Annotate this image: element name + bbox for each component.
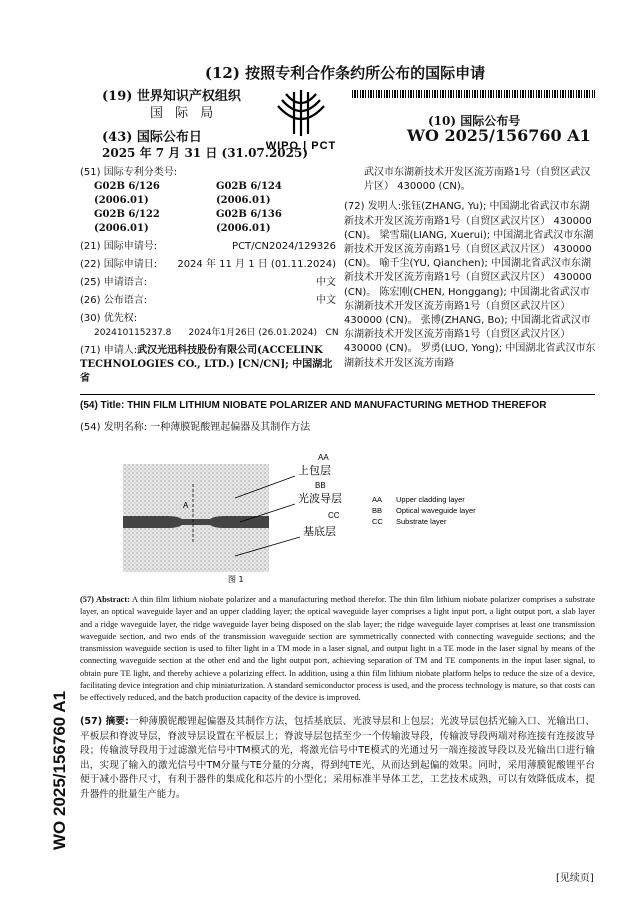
document-type-title: (12) 按照专利合作条约所公布的国际申请	[204, 64, 486, 82]
abstract-english-text: A thin film lithium niobate polarizer and a manufacturing method therefor. The thin film lithium niobate polarizer comprises a substrate layer, an optical waveguide layer and an upper cladding layer; the optical waveguide layer comprises a light input port, a light output port, a slab layer and a ridge waveguide layer, the ridge waveguide layer being disposed on the slab layer; the ridge waveguide layer comprises at least one transmission waveguide section, and two ends of the transmission waveguide section are symmetrically connected with connecting waveguide sections; and the transmission waveguide section is used to filter light in a TM mode in a laser signal, and output light in a TE mode in the laser signal by means of the connecting waveguide section at the other end and the light output port, achieving separation of TM and TE components in the input laser signal, to obtain pure TE light, and thereby achieve a polarizing effect. In addition, using a thin film lithium niobate platform helps to reduce the size of a device, facilitating device integration and chip miniaturization. A standard semiconductor process is used, and the process technology is mature, so that costs can be effectively reduced, and the batch production capacity of the device is improved.	[80, 595, 595, 703]
publication-date-value: 2025 年 7 月 31 日 (31.07.2025)	[102, 146, 309, 160]
filing-date-row	[80, 258, 336, 272]
abstract-chinese-text: 一种薄膜铌酸锂起偏器及其制作方法，包括基底层、光波导层和上包层；光波导层包括光输入口、光输出口、平板层和脊波导层，脊波导层设置在平板层上；脊波导层包括至少一个传输波导段，传输波导段两端对称连接有连接波导段；传输波导段用于过滤激光信号中TM模式的光，将激光信号中TE模式的光通过另一端连接波导段以及光输出口进行输出，实现了输入的激光信号中TM分量与TE分量的分离，得到纯TE光，从而达到起偏的效果。同时，采用薄膜铌酸锂平台便于减小器件尺寸，有利于器件的集成化和芯片的小型化；采用标准半导体工艺，工艺技术成熟，可以有效降低成本，提升器件的批量生产能力。	[80, 716, 596, 800]
legend-code: CC	[372, 517, 383, 526]
inventors-row	[344, 200, 596, 370]
applicant-value: 武汉光迅科技股份有限公司(ACCELINK TECHNOLOGIES CO., LTD.) [CN/CN]; 中国湖北省	[80, 345, 333, 384]
publication-date-label: (43) 国际公布日	[102, 130, 202, 145]
ipc-code: G02B 6/124 (2006.01)	[215, 181, 282, 206]
bibliographic-fields-right	[344, 166, 596, 371]
organization-bureau: 国 际 局	[150, 106, 218, 121]
bibliographic-fields-left	[80, 166, 339, 386]
filing-language-row	[80, 276, 336, 290]
title-chinese-text: 一种薄膜铌酸锂起偏器及其制作方法	[150, 422, 311, 433]
title-english-label: (54) Title:	[80, 400, 125, 411]
ipc-label: (51) 国际专利分类号:	[80, 167, 178, 178]
publication-language-label: (26) 公布语言:	[80, 295, 148, 306]
abstract-english	[80, 594, 595, 705]
abstract-english-label: (57) Abstract:	[80, 595, 130, 604]
inventors-value: 张钰(ZHANG, Yu); 中国湖北省武汉市东湖新技术开发区流芳南路1号（自贸区武汉片区） 430000 (CN)。 梁雪瑞(LIANG, Xuerui); 中国湖北省武汉市东湖新技术开发区流芳南路1号（自贸区武汉片区） 430000 (CN)。 喻千尘(YU, Qianchen); 中国湖北省武汉市东湖新技术开发区流芳南路1号（自贸区武汉片区） 430000 (CN)。 陈宏刚(CHEN, Honggang); 中国湖北省武汉市东湖新技术开发区流芳南路1号（自贸区武汉片区） 430000 (CN)。 张博(ZHANG, Bo); 中国湖北省武汉市东湖新技术开发区流芳南路1号（自贸区武汉片区） 430000 (CN)。 罗勇(LUO, Yong); 中国湖北省武汉市东湖新技术开发区流芳南路	[344, 201, 596, 369]
application-number-value: PCT/CN2024/129326	[232, 241, 336, 252]
abstract-chinese-label: (57) 摘要:	[80, 716, 129, 727]
priority-label: (30) 优先权:	[80, 313, 138, 324]
application-number-label: (21) 国际申请号:	[80, 241, 158, 252]
ipc-row-2	[80, 208, 336, 236]
publication-language-row	[80, 294, 336, 308]
barcode	[352, 90, 595, 98]
label-aa-cn: 上包层	[298, 464, 331, 477]
title-chinese	[80, 418, 310, 433]
ipc-code: G02B 6/122 (2006.01)	[94, 209, 160, 234]
abstract-chinese	[80, 715, 595, 802]
ipc-row-1	[80, 180, 336, 208]
organization-name: (19) 世界知识产权组织	[102, 89, 241, 104]
label-bb-cn: 光波导层	[298, 492, 342, 505]
wipo-pct-logo	[266, 86, 336, 154]
title-english-text: THIN FILM LITHIUM NIOBATE POLARIZER AND MANUFACTURING METHOD THEREFOR	[127, 400, 547, 411]
filing-date-value: 2024 年 11 月 1 日 (01.11.2024)	[177, 259, 336, 270]
filing-language-value: 中文	[316, 277, 336, 288]
priority-value: 202410115237.8 2024年1月26日 (26.01.2024) CN	[94, 328, 339, 338]
publication-number: WO 2025/156760 A1	[407, 126, 591, 145]
divider	[80, 394, 595, 395]
application-number-row	[80, 240, 336, 254]
applicant-label: (71) 申请人:	[80, 345, 138, 356]
filing-date-label: (22) 国际申请日:	[80, 259, 158, 270]
ipc-code: G02B 6/136 (2006.01)	[215, 209, 282, 234]
filing-language-label: (25) 申请语言:	[80, 277, 148, 288]
legend-text: Substrate layer	[396, 517, 447, 526]
label-bb: BB	[315, 481, 326, 490]
ipc-code: G02B 6/126 (2006.01)	[94, 181, 160, 206]
label-cc-cn: 基底层	[303, 525, 336, 538]
figure-1	[120, 452, 480, 592]
section-mark: A	[183, 501, 189, 510]
logo-text: WIPO | PCT	[266, 140, 336, 152]
title-chinese-label: (54) 发明名称:	[80, 422, 148, 433]
figure-caption: 图 1	[228, 575, 244, 584]
legend-text: Optical waveguide layer	[396, 506, 476, 515]
legend-text: Upper cladding layer	[396, 495, 465, 504]
continued-marker: [见续页]	[556, 873, 594, 884]
title-english	[80, 400, 546, 411]
publication-number-label: (10) 国际公布号	[428, 114, 521, 128]
side-publication-number: WO 2025/156760 A1	[50, 690, 69, 850]
applicant-address-continued: 武汉市东湖新技术开发区流芳南路1号（自贸区武汉片区） 430000 (CN)。	[364, 167, 591, 193]
label-cc: CC	[328, 511, 340, 520]
applicant-row	[80, 344, 336, 386]
publication-language-value: 中文	[316, 295, 336, 306]
legend-code: AA	[372, 495, 383, 504]
inventors-label: (72) 发明人:	[344, 201, 402, 213]
legend-code: BB	[372, 506, 383, 515]
label-aa: AA	[318, 453, 329, 462]
